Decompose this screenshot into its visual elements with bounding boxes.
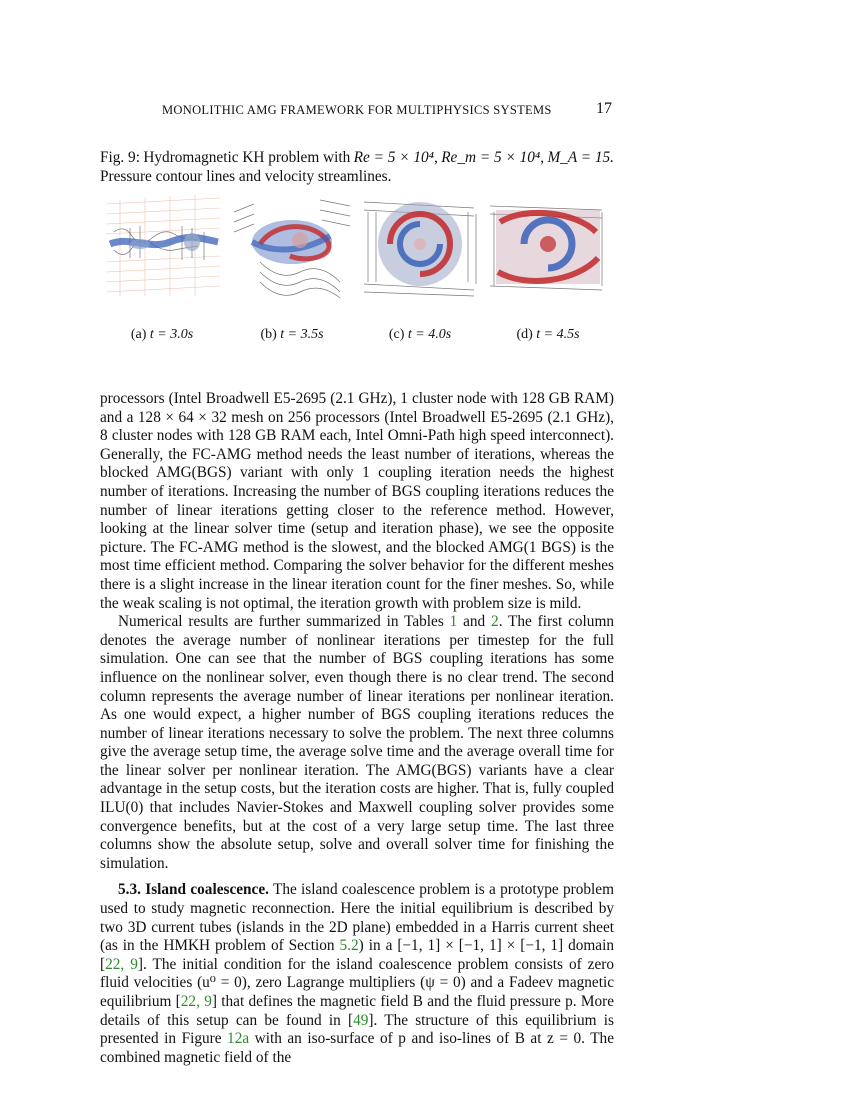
section-5-2-link[interactable]: 5.2 [339,937,359,955]
subcaption-c [358,327,482,343]
page-number: 17 [596,100,612,117]
kh-snapshot-d [486,192,610,300]
caption-text: Hydromagnetic KH problem with [143,149,351,166]
kh-snapshot-c [358,192,482,300]
subcaption-d-label: (d) [516,327,533,342]
section-heading: 5.3. Island coalescence. [118,881,269,899]
table-1-link[interactable]: 1 [449,613,458,631]
figure-panel-c [358,192,482,342]
figure-panel-d [486,192,610,342]
citation-22-9-link[interactable]: 22, 9 [105,955,138,973]
paragraph-1: processors (Intel Broadwell E5-2695 (2.1 GHz), 1 cluster node with 128 GB RAM) and a 128 × 64 × 32 mesh on 256 processors (Intel Broadwell E5-2695 (2.1 GHz), 8 cluster nodes with 128 GB RAM each, Intel Omni-Path high speed interconnect). Generally, the FC-AMG method needs the least number of iterations, whereas the blocked AMG(BGS) variant with only 1 coupling iteration needs the highest number of iterations. Increasing the number of BGS coupling iterations reduces the number of linear iterations getting closer to the reference method. However, looking at the linear solver time (setup and iteration phase), we see the opposite picture. The FC-AMG method is the slowest, and the blocked AMG(1 BGS) is the most time efficient method. Comparing the solver behavior for the different meshes there is a slight increase in the linear iteration count for the finer meshes. So, while the weak scaling is not optimal, the iteration growth with problem size is mild. [100,390,614,612]
kh-snapshot-a [100,192,224,300]
subcaption-d [486,327,610,343]
subcaption-b-time: t = 3.5s [280,327,324,342]
subcaption-b [230,327,354,343]
caption-re: Re = 5 × 10⁴, [353,149,438,166]
table-2-link[interactable]: 2 [491,613,499,631]
figure-panel-a [100,192,224,342]
caption-label: Fig. 9: [100,149,140,166]
subcaption-c-label: (c) [388,327,405,342]
subcaption-b-label: (b) [260,327,277,342]
kh-snapshot-b [230,192,354,300]
paragraph-3: 5.3. Island coalescence. The island coalescence problem is a prototype problem used to study magnetic reconnection. Here the initial equilibrium is described by two 3D current tubes (islands in the 2D plane) embedded in a Harris current sheet (as in the HMKH problem of Section 5.2) in a [−1, 1] × [−1, 1] × [−1, 1] domain [22, 9]. The initial condition for the island coalescence problem consists of zero fluid velocities (u⁰ = 0), zero Lagrange multipliers (ψ = 0) and a Fadeev magnetic equilibrium [22, 9] that defines the magnetic field B and the fluid pressure p. More details of this setup can be found in [49]. The structure of this equilibrium is presented in Figure 12a with an iso-surface of p and iso-lines of B at z = 0. The combined magnetic field of the [100,881,614,1066]
running-title: MONOLITHIC AMG FRAMEWORK FOR MULTIPHYSICS SYSTEMS [162,103,552,117]
citation-22-9-link-2[interactable]: 22, 9 [180,993,212,1010]
subcaption-d-time: t = 4.5s [536,327,580,342]
figure-panels [100,192,614,352]
caption-ma: M_A = 15. [547,149,614,166]
figure-caption [100,148,614,186]
body-text [100,390,614,1067]
subcaption-a [100,327,224,343]
subcaption-c-time: t = 4.0s [407,327,452,342]
caption-line2: Pressure contour lines and velocity streamlines. [100,168,392,185]
subcaption-a-time: t = 3.0s [149,327,194,342]
subcaption-a-label: (a) [130,327,147,342]
figure-12a-link[interactable]: 12a [227,1030,250,1048]
caption-rem: Re_m = 5 × 10⁴, [441,149,545,166]
paragraph-2: Numerical results are further summarized in Tables 1 and 2. The first column denotes the average number of nonlinear iterations per timestep for the full simulation. One can see that the number of BGS coupling iterations has some influence on the nonlinear solver, even though there is no clear trend. The second column represents the average number of linear iterations per nonlinear iteration. As one would expect, a higher number of BGS coupling iterations reduces the number of linear iterations necessary to solve the problem. The next three columns give the average setup time, the average solve time and the average overall time for the linear solver per nonlinear iteration. The AMG(BGS) variants have a clear advantage in the setup costs, but the iteration costs are higher. That is, fully coupled ILU(0) that includes Navier-Stokes and Maxwell coupling solver provides some convergence benefits, but at the cost of a very large setup time. The last three columns show the absolute setup, solve and overall solver time for finishing the simulation. [100,613,615,872]
figure-panel-b [230,192,354,342]
page-header [100,100,614,120]
citation-49-link[interactable]: 49 [353,1011,369,1029]
